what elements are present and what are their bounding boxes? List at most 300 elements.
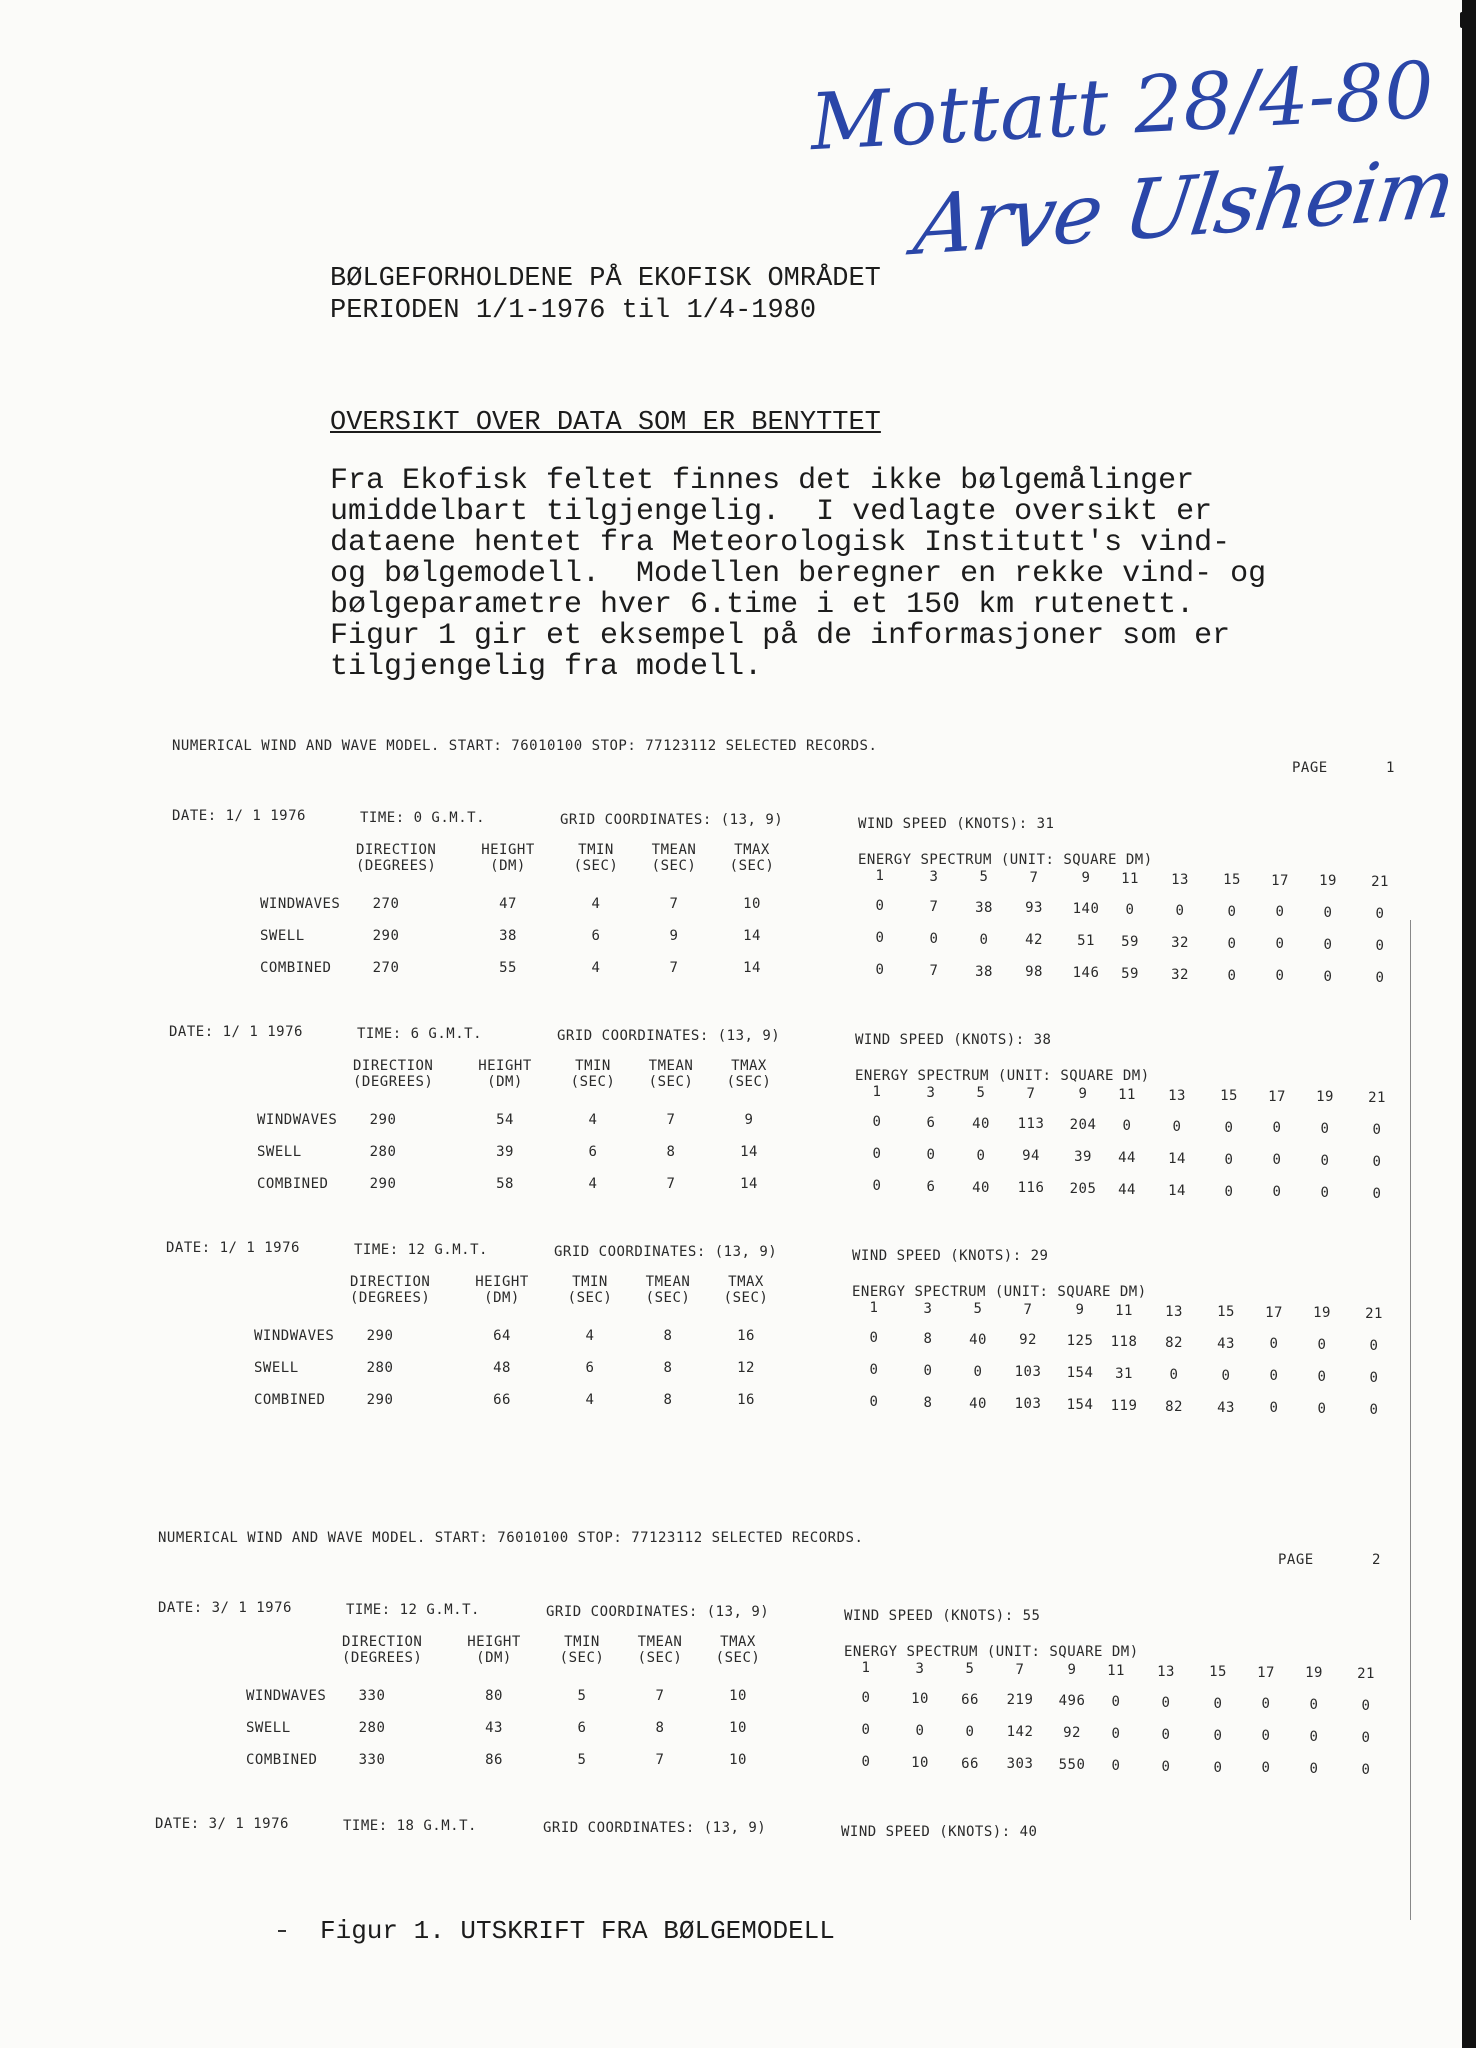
record-time: TIME: 18 G.M.T. xyxy=(343,1818,477,1834)
row-value: 290 xyxy=(372,928,400,944)
row-value: 4 xyxy=(585,1328,595,1344)
record-date: DATE: 1/ 1 1976 xyxy=(166,1240,300,1256)
page-label: PAGE xyxy=(1278,1552,1314,1568)
spectrum-period-7: 7 xyxy=(1015,1661,1025,1678)
column-header-tmin-unit: (SEC) xyxy=(570,1074,616,1090)
spectrum-value: 154 xyxy=(1066,1397,1094,1414)
spectrum-value: 0 xyxy=(973,1363,983,1380)
spectrum-period-1: 1 xyxy=(872,1084,882,1100)
spectrum-value: 43 xyxy=(1217,1399,1235,1416)
row-value: 8 xyxy=(663,1360,673,1376)
column-header-direction-unit: (DEGREES) xyxy=(342,1650,423,1666)
column-header-height-unit: (DM) xyxy=(487,1074,523,1090)
spectrum-value: 0 xyxy=(1369,1402,1379,1418)
spectrum-period-11: 11 xyxy=(1107,1663,1125,1679)
spectrum-value: 66 xyxy=(961,1755,979,1772)
spectrum-value: 51 xyxy=(1077,933,1095,950)
spectrum-period-13: 13 xyxy=(1171,871,1189,888)
spectrum-value: 0 xyxy=(1169,1366,1179,1383)
spectrum-value: 38 xyxy=(975,963,993,980)
spectrum-value: 0 xyxy=(872,1114,882,1130)
spectrum-period-21: 21 xyxy=(1371,874,1389,890)
record-time: TIME: 12 G.M.T. xyxy=(354,1242,488,1258)
spectrum-value: 59 xyxy=(1121,966,1139,982)
spectrum-value: 125 xyxy=(1066,1333,1094,1350)
spectrum-value: 44 xyxy=(1118,1150,1136,1166)
spectrum-value: 10 xyxy=(911,1690,929,1707)
row-value: 16 xyxy=(737,1328,755,1344)
spectrum-value: 0 xyxy=(1272,1152,1282,1169)
row-value: 9 xyxy=(744,1112,754,1128)
row-label-swell: SWELL xyxy=(254,1360,299,1376)
row-label-combined: COMBINED xyxy=(260,960,332,976)
spectrum-value: 10 xyxy=(911,1754,929,1771)
spectrum-value: 0 xyxy=(1272,1184,1282,1201)
spectrum-period-17: 17 xyxy=(1257,1664,1275,1681)
row-value: 4 xyxy=(588,1112,598,1128)
row-value: 14 xyxy=(740,1144,758,1160)
spectrum-value: 0 xyxy=(1269,1368,1279,1385)
spectrum-period-15: 15 xyxy=(1217,1304,1235,1321)
row-value: 4 xyxy=(591,960,601,976)
spectrum-value: 8 xyxy=(923,1394,933,1411)
row-value: 7 xyxy=(669,960,679,976)
scan-mark xyxy=(1460,12,1476,28)
spectrum-value: 0 xyxy=(1323,969,1333,986)
spectrum-value: 82 xyxy=(1165,1398,1183,1415)
spectrum-period-1: 1 xyxy=(869,1300,879,1316)
document-title-line2: PERIODEN 1/1-1976 til 1/4-1980 xyxy=(330,296,817,326)
spectrum-period-3: 3 xyxy=(929,868,939,885)
column-header-tmin-unit: (SEC) xyxy=(573,858,619,874)
spectrum-value: 0 xyxy=(869,1362,879,1378)
spectrum-value: 0 xyxy=(872,1146,882,1162)
spectrum-value: 0 xyxy=(1227,967,1237,984)
spectrum-value: 14 xyxy=(1168,1182,1186,1199)
spectrum-value: 0 xyxy=(875,898,885,914)
grid-coordinates: GRID COORDINATES: (13, 9) xyxy=(560,812,784,828)
page-edge-border xyxy=(1462,0,1476,2048)
spectrum-value: 0 xyxy=(915,1722,925,1739)
spectrum-value: 0 xyxy=(1275,904,1285,921)
spectrum-value: 204 xyxy=(1069,1117,1097,1134)
spectrum-period-13: 13 xyxy=(1165,1303,1183,1320)
spectrum-value: 0 xyxy=(1111,1694,1121,1710)
spectrum-value: 118 xyxy=(1110,1334,1138,1350)
row-value: 80 xyxy=(485,1688,503,1704)
column-header-tmin: TMIN xyxy=(578,842,614,858)
column-header-direction: DIRECTION xyxy=(356,842,437,858)
spectrum-value: 98 xyxy=(1025,964,1043,981)
spectrum-value: 0 xyxy=(1227,935,1237,952)
row-value: 6 xyxy=(588,1144,598,1160)
spectrum-value: 0 xyxy=(1323,905,1333,922)
column-header-tmin: TMIN xyxy=(564,1634,600,1650)
spectrum-value: 92 xyxy=(1019,1332,1037,1349)
record-time: TIME: 0 G.M.T. xyxy=(360,810,486,826)
spectrum-value: 0 xyxy=(1320,1185,1330,1202)
spectrum-value: 43 xyxy=(1217,1335,1235,1352)
row-value: 8 xyxy=(663,1392,673,1408)
row-value: 290 xyxy=(366,1392,394,1408)
row-value: 10 xyxy=(729,1688,747,1704)
row-value: 6 xyxy=(585,1360,595,1376)
spectrum-period-11: 11 xyxy=(1115,1303,1133,1319)
spectrum-value: 7 xyxy=(929,962,939,979)
grid-coordinates: GRID COORDINATES: (13, 9) xyxy=(546,1604,770,1620)
spectrum-value: 0 xyxy=(1361,1698,1371,1714)
spectrum-period-9: 9 xyxy=(1081,870,1091,887)
handwritten-received-note: Mottatt 28/4-80 xyxy=(808,45,1437,169)
column-header-direction: DIRECTION xyxy=(342,1634,423,1650)
column-header-tmean-unit: (SEC) xyxy=(645,1290,691,1306)
spectrum-value: 0 xyxy=(1361,1762,1371,1778)
spectrum-value: 0 xyxy=(923,1362,933,1379)
spectrum-value: 0 xyxy=(869,1330,879,1346)
column-header-height-unit: (DM) xyxy=(490,858,526,874)
column-header-tmax-unit: (SEC) xyxy=(723,1290,769,1306)
spectrum-period-1: 1 xyxy=(875,868,885,884)
spectrum-value: 0 xyxy=(861,1754,871,1770)
spectrum-value: 40 xyxy=(972,1115,990,1132)
row-value: 54 xyxy=(496,1112,514,1128)
spectrum-value: 0 xyxy=(1261,1728,1271,1745)
spectrum-value: 8 xyxy=(923,1330,933,1347)
row-value: 5 xyxy=(577,1688,587,1704)
spectrum-value: 496 xyxy=(1058,1693,1086,1710)
row-value: 12 xyxy=(737,1360,755,1376)
row-value: 8 xyxy=(655,1720,665,1736)
spectrum-value: 0 xyxy=(1272,1120,1282,1137)
row-value: 86 xyxy=(485,1752,503,1768)
row-value: 55 xyxy=(499,960,517,976)
row-value: 39 xyxy=(496,1144,514,1160)
spectrum-period-7: 7 xyxy=(1026,1085,1036,1102)
page-number: 1 xyxy=(1386,760,1395,776)
spectrum-value: 0 xyxy=(929,930,939,947)
spectrum-value: 40 xyxy=(969,1331,987,1348)
row-label-combined: COMBINED xyxy=(254,1392,326,1408)
row-value: 43 xyxy=(485,1720,503,1736)
printout-page-header: NUMERICAL WIND AND WAVE MODEL. START: 76010100 STOP: 77123112 SELECTED RECORDS. xyxy=(158,1530,864,1546)
spectrum-value: 0 xyxy=(1261,1760,1271,1777)
column-header-tmax: TMAX xyxy=(731,1058,767,1074)
energy-spectrum-header: ENERGY SPECTRUM (UNIT: SQUARE DM) xyxy=(858,852,1153,868)
spectrum-value: 0 xyxy=(1122,1118,1132,1134)
spectrum-period-11: 11 xyxy=(1121,871,1139,887)
column-header-direction-unit: (DEGREES) xyxy=(350,1290,431,1306)
row-value: 8 xyxy=(666,1144,676,1160)
row-value: 16 xyxy=(737,1392,755,1408)
row-value: 6 xyxy=(591,928,601,944)
spectrum-period-3: 3 xyxy=(923,1300,933,1317)
spectrum-value: 0 xyxy=(1111,1758,1121,1774)
spectrum-value: 205 xyxy=(1069,1181,1097,1198)
spectrum-period-9: 9 xyxy=(1078,1086,1088,1103)
spectrum-period-21: 21 xyxy=(1368,1090,1386,1106)
spectrum-value: 40 xyxy=(969,1395,987,1412)
spectrum-period-13: 13 xyxy=(1168,1087,1186,1104)
wind-speed: WIND SPEED (KNOTS): 29 xyxy=(852,1248,1049,1264)
spectrum-period-19: 19 xyxy=(1313,1305,1331,1322)
record-time: TIME: 6 G.M.T. xyxy=(357,1026,483,1042)
row-value: 7 xyxy=(666,1112,676,1128)
column-header-tmin: TMIN xyxy=(575,1058,611,1074)
row-label-swell: SWELL xyxy=(260,928,305,944)
spectrum-value: 0 xyxy=(1213,1759,1223,1776)
column-header-tmin: TMIN xyxy=(572,1274,608,1290)
column-header-direction: DIRECTION xyxy=(350,1274,431,1290)
spectrum-value: 0 xyxy=(872,1178,882,1194)
spectrum-period-19: 19 xyxy=(1319,873,1337,890)
spectrum-value: 0 xyxy=(1175,902,1185,919)
spectrum-value: 0 xyxy=(1213,1727,1223,1744)
column-header-tmean-unit: (SEC) xyxy=(637,1650,683,1666)
spectrum-period-3: 3 xyxy=(915,1660,925,1677)
spectrum-value: 0 xyxy=(1224,1183,1234,1200)
spectrum-period-1: 1 xyxy=(861,1660,871,1676)
column-header-height: HEIGHT xyxy=(475,1274,529,1290)
row-value: 9 xyxy=(669,928,679,944)
spectrum-value: 42 xyxy=(1025,932,1043,949)
spectrum-value: 93 xyxy=(1025,900,1043,917)
column-header-height: HEIGHT xyxy=(481,842,535,858)
record-date: DATE: 1/ 1 1976 xyxy=(169,1024,303,1040)
record-date: DATE: 3/ 1 1976 xyxy=(158,1600,292,1616)
spectrum-period-19: 19 xyxy=(1316,1089,1334,1106)
column-header-tmean: TMEAN xyxy=(637,1634,683,1650)
spectrum-value: 82 xyxy=(1165,1334,1183,1351)
row-value: 280 xyxy=(369,1144,397,1160)
row-value: 48 xyxy=(493,1360,511,1376)
row-value: 4 xyxy=(591,896,601,912)
spectrum-value: 0 xyxy=(1372,1186,1382,1202)
figure-caption: Figur 1. UTSKRIFT FRA BØLGEMODELL xyxy=(320,1916,835,1946)
column-header-tmean: TMEAN xyxy=(651,842,697,858)
row-value: 280 xyxy=(366,1360,394,1376)
spectrum-value: 0 xyxy=(1317,1337,1327,1354)
spectrum-value: 0 xyxy=(1224,1151,1234,1168)
spectrum-period-13: 13 xyxy=(1157,1663,1175,1680)
column-header-tmean: TMEAN xyxy=(648,1058,694,1074)
spectrum-period-5: 5 xyxy=(976,1085,986,1102)
spectrum-value: 140 xyxy=(1072,901,1100,918)
row-value: 47 xyxy=(499,896,517,912)
spectrum-value: 0 xyxy=(1375,906,1385,922)
spectrum-value: 0 xyxy=(1227,903,1237,920)
row-label-windwaves: WINDWAVES xyxy=(254,1328,335,1344)
spectrum-value: 0 xyxy=(1372,1154,1382,1170)
spectrum-value: 59 xyxy=(1121,934,1139,950)
handwritten-signature: Arve Ulsheim xyxy=(908,140,1460,275)
spectrum-period-5: 5 xyxy=(979,869,989,886)
spectrum-period-5: 5 xyxy=(973,1301,983,1318)
wind-speed: WIND SPEED (KNOTS): 55 xyxy=(844,1608,1041,1624)
column-header-tmax-unit: (SEC) xyxy=(715,1650,761,1666)
spectrum-period-9: 9 xyxy=(1067,1662,1077,1679)
spectrum-value: 0 xyxy=(1323,937,1333,954)
spectrum-value: 0 xyxy=(976,1147,986,1164)
spectrum-value: 0 xyxy=(861,1690,871,1706)
spectrum-period-7: 7 xyxy=(1023,1301,1033,1318)
spectrum-period-15: 15 xyxy=(1220,1088,1238,1105)
row-value: 7 xyxy=(666,1176,676,1192)
spectrum-value: 0 xyxy=(1269,1400,1279,1417)
document-title-line1: BØLGEFORHOLDENE PÅ EKOFISK OMRÅDET xyxy=(330,264,881,294)
record-time: TIME: 12 G.M.T. xyxy=(346,1602,480,1618)
column-header-height-unit: (DM) xyxy=(476,1650,512,1666)
row-value: 5 xyxy=(577,1752,587,1768)
row-value: 330 xyxy=(358,1752,386,1768)
column-header-direction-unit: (DEGREES) xyxy=(353,1074,434,1090)
spectrum-value: 219 xyxy=(1006,1692,1034,1709)
column-header-tmax-unit: (SEC) xyxy=(729,858,775,874)
spectrum-value: 32 xyxy=(1171,934,1189,951)
spectrum-value: 0 xyxy=(1125,902,1135,918)
row-value: 10 xyxy=(729,1720,747,1736)
row-label-windwaves: WINDWAVES xyxy=(257,1112,338,1128)
spectrum-period-17: 17 xyxy=(1271,872,1289,889)
spectrum-value: 103 xyxy=(1014,1396,1042,1413)
caption-dash xyxy=(278,1930,286,1932)
column-header-height: HEIGHT xyxy=(478,1058,532,1074)
spectrum-value: 0 xyxy=(861,1722,871,1738)
spectrum-value: 0 xyxy=(1221,1367,1231,1384)
row-value: 4 xyxy=(585,1392,595,1408)
spectrum-period-5: 5 xyxy=(965,1661,975,1678)
wind-speed: WIND SPEED (KNOTS): 31 xyxy=(858,816,1055,832)
spectrum-value: 44 xyxy=(1118,1182,1136,1198)
spectrum-value: 0 xyxy=(1161,1758,1171,1775)
spectrum-value: 0 xyxy=(1172,1118,1182,1135)
row-value: 290 xyxy=(366,1328,394,1344)
printout-fold-line xyxy=(1410,920,1411,1920)
spectrum-value: 0 xyxy=(875,962,885,978)
spectrum-period-11: 11 xyxy=(1118,1087,1136,1103)
spectrum-period-17: 17 xyxy=(1265,1304,1283,1321)
row-value: 66 xyxy=(493,1392,511,1408)
spectrum-value: 0 xyxy=(965,1723,975,1740)
row-value: 290 xyxy=(369,1112,397,1128)
body-paragraph: Fra Ekofisk feltet finnes det ikke bølgemålinger umiddelbart tilgjengelig. I vedlagte oversikt er dataene hentet fra Meteorologisk Institutt's vind- og bølgemodell. Modellen beregner en rekke vind- og bølgeparametre hver 6.time i et 150 km rutenett. Figur 1 gir et eksempel på de informasjoner som er tilgjengelig fra modell. xyxy=(330,464,1267,684)
energy-spectrum-header: ENERGY SPECTRUM (UNIT: SQUARE DM) xyxy=(855,1068,1150,1084)
spectrum-value: 0 xyxy=(1320,1153,1330,1170)
spectrum-value: 154 xyxy=(1066,1365,1094,1382)
row-value: 14 xyxy=(740,1176,758,1192)
spectrum-value: 0 xyxy=(1372,1122,1382,1138)
spectrum-value: 0 xyxy=(1161,1726,1171,1743)
column-header-tmax: TMAX xyxy=(728,1274,764,1290)
spectrum-value: 40 xyxy=(972,1179,990,1196)
record-date: DATE: 3/ 1 1976 xyxy=(155,1816,289,1832)
row-value: 8 xyxy=(663,1328,673,1344)
spectrum-value: 0 xyxy=(1275,968,1285,985)
row-value: 7 xyxy=(655,1752,665,1768)
spectrum-value: 0 xyxy=(1309,1697,1319,1714)
spectrum-value: 0 xyxy=(1213,1695,1223,1712)
energy-spectrum-header: ENERGY SPECTRUM (UNIT: SQUARE DM) xyxy=(844,1644,1139,1660)
spectrum-value: 92 xyxy=(1063,1725,1081,1742)
section-heading: OVERSIKT OVER DATA SOM ER BENYTTET xyxy=(330,408,881,438)
spectrum-value: 0 xyxy=(1369,1370,1379,1386)
column-header-height-unit: (DM) xyxy=(484,1290,520,1306)
wind-speed: WIND SPEED (KNOTS): 38 xyxy=(855,1032,1052,1048)
spectrum-value: 39 xyxy=(1074,1149,1092,1166)
energy-spectrum-header: ENERGY SPECTRUM (UNIT: SQUARE DM) xyxy=(852,1284,1147,1300)
spectrum-value: 0 xyxy=(1317,1369,1327,1386)
row-label-combined: COMBINED xyxy=(246,1752,318,1768)
spectrum-value: 550 xyxy=(1058,1757,1086,1774)
spectrum-value: 116 xyxy=(1017,1180,1045,1197)
spectrum-value: 0 xyxy=(1261,1696,1271,1713)
spectrum-value: 6 xyxy=(926,1178,936,1195)
column-header-tmax-unit: (SEC) xyxy=(726,1074,772,1090)
spectrum-value: 0 xyxy=(1309,1729,1319,1746)
spectrum-value: 0 xyxy=(1320,1121,1330,1138)
row-value: 64 xyxy=(493,1328,511,1344)
column-header-height: HEIGHT xyxy=(467,1634,521,1650)
spectrum-value: 7 xyxy=(929,898,939,915)
spectrum-value: 146 xyxy=(1072,965,1100,982)
spectrum-value: 142 xyxy=(1006,1724,1034,1741)
spectrum-value: 6 xyxy=(926,1114,936,1131)
column-header-tmean: TMEAN xyxy=(645,1274,691,1290)
spectrum-period-9: 9 xyxy=(1075,1302,1085,1319)
row-value: 14 xyxy=(743,960,761,976)
column-header-direction: DIRECTION xyxy=(353,1058,434,1074)
row-value: 330 xyxy=(358,1688,386,1704)
spectrum-value: 0 xyxy=(1224,1119,1234,1136)
page-label: PAGE xyxy=(1292,760,1328,776)
column-header-tmin-unit: (SEC) xyxy=(559,1650,605,1666)
row-label-combined: COMBINED xyxy=(257,1176,329,1192)
spectrum-value: 66 xyxy=(961,1691,979,1708)
page-number: 2 xyxy=(1372,1552,1381,1568)
column-header-tmax: TMAX xyxy=(734,842,770,858)
grid-coordinates: GRID COORDINATES: (13, 9) xyxy=(554,1244,778,1260)
row-value: 4 xyxy=(588,1176,598,1192)
grid-coordinates: GRID COORDINATES: (13, 9) xyxy=(557,1028,781,1044)
record-date: DATE: 1/ 1 1976 xyxy=(172,808,306,824)
row-value: 270 xyxy=(372,960,400,976)
spectrum-value: 113 xyxy=(1017,1116,1045,1133)
row-value: 58 xyxy=(496,1176,514,1192)
spectrum-value: 0 xyxy=(1111,1726,1121,1742)
row-value: 14 xyxy=(743,928,761,944)
spectrum-value: 38 xyxy=(975,899,993,916)
spectrum-value: 31 xyxy=(1115,1366,1133,1382)
column-header-tmax: TMAX xyxy=(720,1634,756,1650)
spectrum-period-19: 19 xyxy=(1305,1665,1323,1682)
spectrum-value: 0 xyxy=(979,931,989,948)
row-value: 10 xyxy=(743,896,761,912)
spectrum-period-17: 17 xyxy=(1268,1088,1286,1105)
spectrum-value: 0 xyxy=(1269,1336,1279,1353)
spectrum-value: 0 xyxy=(1375,938,1385,954)
row-label-windwaves: WINDWAVES xyxy=(260,896,341,912)
spectrum-value: 32 xyxy=(1171,966,1189,983)
spectrum-period-15: 15 xyxy=(1223,872,1241,889)
row-label-swell: SWELL xyxy=(257,1144,302,1160)
wind-speed: WIND SPEED (KNOTS): 40 xyxy=(841,1824,1038,1840)
spectrum-value: 94 xyxy=(1022,1148,1040,1165)
spectrum-period-7: 7 xyxy=(1029,869,1039,886)
row-value: 7 xyxy=(655,1688,665,1704)
spectrum-value: 103 xyxy=(1014,1364,1042,1381)
spectrum-value: 14 xyxy=(1168,1150,1186,1167)
spectrum-value: 0 xyxy=(1275,936,1285,953)
spectrum-value: 0 xyxy=(1375,970,1385,986)
